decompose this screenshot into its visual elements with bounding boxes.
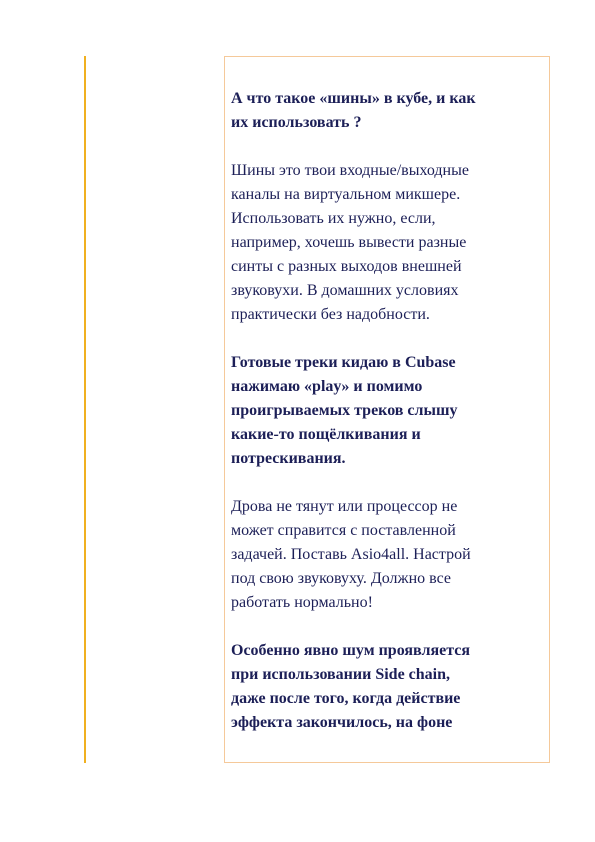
text-column xyxy=(231,87,547,759)
answer-paragraph xyxy=(231,495,547,615)
question-paragraph xyxy=(231,639,547,735)
text-line: синты с разных выходов внешней xyxy=(231,258,462,275)
text-line: Шины это твои входные/выходные xyxy=(231,162,469,179)
text-line: может справится с поставленной xyxy=(231,522,456,539)
question-paragraph xyxy=(231,351,547,471)
text-line: проигрываемых треков слышу xyxy=(231,402,458,419)
text-line: под свою звуковуху. Должно все xyxy=(231,570,451,587)
text-line: Особенно явно шум проявляется xyxy=(231,642,471,659)
text-line: Дрова не тянут или процессор не xyxy=(231,498,458,515)
answer-paragraph xyxy=(231,159,547,327)
question-paragraph xyxy=(231,87,547,135)
left-margin-rule xyxy=(84,56,86,763)
text-line: Использовать их нужно, если, xyxy=(231,210,436,227)
text-line: даже после того, когда действие xyxy=(231,690,461,707)
text-line: потрескивания. xyxy=(231,450,346,467)
text-line: их использовать ? xyxy=(231,114,362,131)
text-line: работать нормально! xyxy=(231,594,373,611)
text-line: звуковухи. В домашних условиях xyxy=(231,282,459,299)
text-line: эффекта закончилось, на фоне xyxy=(231,714,453,731)
text-line: Готовые треки кидаю в Cubase xyxy=(231,354,456,371)
text-line: практически без надобности. xyxy=(231,306,430,323)
text-line: при использовании Side chain, xyxy=(231,666,451,683)
content-box xyxy=(224,56,550,763)
text-line: задачей. Поставь Asio4all. Настрой xyxy=(231,546,471,563)
text-line: А что такое «шины» в кубе, и как xyxy=(231,90,476,107)
text-line: нажимаю «play» и помимо xyxy=(231,378,423,395)
text-line: например, хочешь вывести разные xyxy=(231,234,467,251)
text-line: каналы на виртуальном микшере. xyxy=(231,186,461,203)
text-line: какие-то пощёлкивания и xyxy=(231,426,421,443)
